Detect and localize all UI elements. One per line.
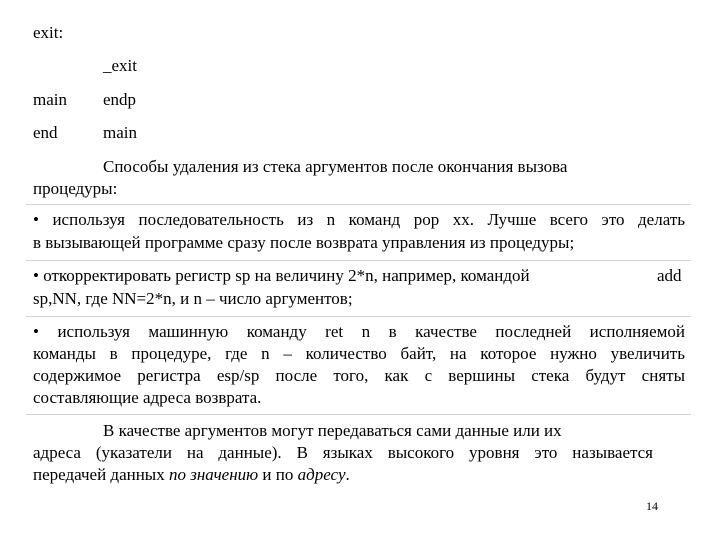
closing-line-1: В качестве аргументов могут передаваться сами данные или их — [103, 421, 562, 440]
closing-line-3-part-b: и по — [258, 465, 298, 484]
closing-line-3 — [33, 465, 350, 485]
code-line-exit-call: _exit — [103, 56, 137, 75]
separator-line — [26, 204, 691, 205]
code-line-endp: endp — [103, 90, 137, 109]
bullet-2-line-2: sp,NN, где NN=2*n, и n – число аргументов; — [33, 289, 353, 308]
intro-line-1: Способы удаления из стека аргументов после окончания вызова — [103, 157, 568, 176]
page-number: 14 — [646, 499, 658, 513]
code-line-main-label: main — [33, 90, 67, 109]
bullet-3-line-2: команды в процедуре, где n – количество байт, на которое нужно увеличить — [33, 344, 685, 363]
code-line-end-main: main — [103, 123, 137, 142]
bullet-2-line-1-add: add — [657, 266, 682, 285]
closing-line-3-part-a: передачей данных — [33, 465, 169, 484]
bullet-3-line-1: • используя машинную команду ret n в качестве последней исполняемой — [33, 322, 685, 341]
separator-line — [26, 414, 691, 415]
code-line-end: end — [33, 123, 58, 142]
bullet-2-line-1: • откорректировать регистр sp на величину 2*n, например, командой — [33, 266, 530, 285]
bullet-1-line-1: • используя последовательность из n команд pop xx. Лучше всего это делать — [33, 210, 685, 229]
separator-line — [26, 260, 691, 261]
bullet-3-line-3: содержимое регистра esp/sp после того, как с вершины стека будут сняты — [33, 366, 685, 385]
bullet-1-line-2: в вызывающей программе сразу после возврата управления из процедуры; — [33, 233, 575, 252]
separator-line — [26, 316, 691, 317]
intro-line-2: процедуры: — [33, 179, 118, 198]
closing-line-2: адреса (указатели на данные). В языках высокого уровня это называется — [33, 443, 653, 462]
bullet-3-line-4: составляющие адреса возврата. — [33, 388, 262, 407]
code-line-exit-label: exit: — [33, 23, 64, 42]
closing-line-3-part-c: . — [345, 465, 350, 484]
closing-emphasis-by-value: по значению — [168, 465, 259, 484]
closing-emphasis-by-address: адресу — [297, 465, 346, 484]
